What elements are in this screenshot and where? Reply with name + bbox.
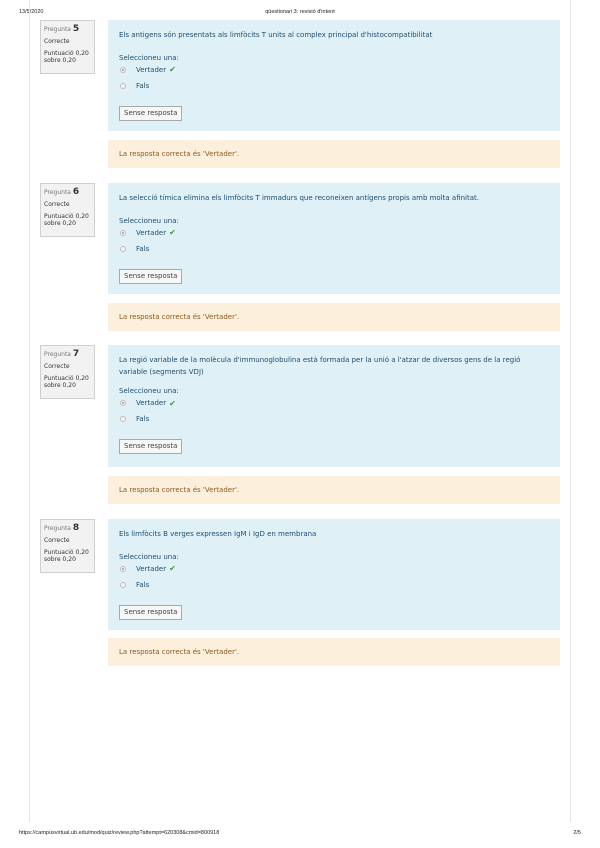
print-page-number: 2/5 xyxy=(573,830,581,836)
check-icon: ✔ xyxy=(169,398,176,408)
radio-button[interactable] xyxy=(120,83,126,89)
question-number: 8 xyxy=(72,523,80,533)
print-date: 13/5/2020 xyxy=(19,9,44,15)
question-number: 6 xyxy=(72,187,80,197)
answer-option-false[interactable] xyxy=(119,577,549,593)
radio-button[interactable] xyxy=(120,67,126,73)
answer-prompt: Seleccioneu una: xyxy=(119,53,179,62)
radio-button[interactable] xyxy=(120,416,126,422)
question-content xyxy=(108,519,560,630)
question-info xyxy=(40,519,95,573)
answer-prompt: Seleccioneu una: xyxy=(119,552,179,561)
answer-option-true[interactable] xyxy=(119,395,549,411)
question-state: Correcte xyxy=(44,537,70,545)
clear-answer-button[interactable]: Sense resposta xyxy=(119,269,182,284)
answer-prompt: Seleccioneu una: xyxy=(119,216,179,225)
answer-label: Fals xyxy=(136,415,150,424)
clear-answer-button[interactable]: Sense resposta xyxy=(119,605,182,620)
radio-button[interactable] xyxy=(120,582,126,588)
answer-option-false[interactable] xyxy=(119,411,549,427)
question-number: 5 xyxy=(72,24,80,34)
question-grade: Puntuació 0,20 sobre 0,20 xyxy=(44,49,89,65)
clear-answer-button[interactable]: Sense resposta xyxy=(119,439,182,454)
answer-label: Vertader xyxy=(136,228,167,237)
radio-button[interactable] xyxy=(120,246,126,252)
answer-option-true[interactable] xyxy=(119,62,549,78)
check-icon: ✔ xyxy=(169,228,176,238)
print-title: qüestionari 3: revisió d'intent xyxy=(265,9,335,15)
question-state: Correcte xyxy=(44,201,70,209)
feedback-box: La resposta correcta és 'Vertader'. xyxy=(108,476,560,504)
question-grade: Puntuació 0,20 sobre 0,20 xyxy=(44,374,89,390)
radio-button[interactable] xyxy=(120,230,126,236)
print-url[interactable]: https://campusvirtual.ub.edu/mod/quiz/review.php?attempt=620308&cmid=800918 xyxy=(19,830,220,836)
answer-label: Fals xyxy=(136,81,150,90)
question-number: 7 xyxy=(72,349,80,359)
radio-button[interactable] xyxy=(120,400,126,406)
question-content xyxy=(108,20,560,131)
answer-label: Vertader xyxy=(136,564,167,573)
check-icon: ✔ xyxy=(169,65,176,75)
clear-answer-button[interactable]: Sense resposta xyxy=(119,106,182,121)
answer-option-true[interactable] xyxy=(119,561,549,577)
answer-label: Fals xyxy=(136,580,150,589)
feedback-box: La resposta correcta és 'Vertader'. xyxy=(108,638,560,666)
feedback-box: La resposta correcta és 'Vertader'. xyxy=(108,303,560,331)
feedback-box: La resposta correcta és 'Vertader'. xyxy=(108,140,560,168)
question-grade: Puntuació 0,20 sobre 0,20 xyxy=(44,548,89,564)
answer-prompt: Seleccioneu una: xyxy=(119,387,179,396)
answer-option-false[interactable] xyxy=(119,241,549,257)
question-content xyxy=(108,183,560,294)
question-grade: Puntuació 0,20 sobre 0,20 xyxy=(44,212,89,228)
check-icon: ✔ xyxy=(169,564,176,574)
question-info xyxy=(40,183,95,237)
question-state: Correcte xyxy=(44,38,70,46)
question-label: Pregunta xyxy=(44,26,71,33)
question-text: La regió variable de la molècula d'immunoglobulina està formada per la unió a l'atzar de diversos gens de la regió variable (segments VDJ) xyxy=(119,356,521,376)
answer-label: Vertader xyxy=(136,65,167,74)
question-info xyxy=(40,20,95,74)
question-text: Els limfòcits B verges expressen IgM i IgD en membrana xyxy=(119,530,317,538)
answer-option-false[interactable] xyxy=(119,78,549,94)
answer-option-true[interactable] xyxy=(119,225,549,241)
question-info xyxy=(40,345,95,399)
question-label: Pregunta xyxy=(44,189,71,196)
radio-button[interactable] xyxy=(120,566,126,572)
question-text: Els antigens són presentats als limfòcits T units al complex principal d'histocompatibilitat xyxy=(119,31,433,39)
question-state: Correcte xyxy=(44,363,70,371)
answer-label: Fals xyxy=(136,244,150,253)
answer-label: Vertader xyxy=(136,399,167,408)
question-label: Pregunta xyxy=(44,525,71,532)
question-text: La selecció tímica elimina els limfòcits T immadurs que reconeixen antígens propis amb molta afinitat. xyxy=(119,194,479,202)
question-content xyxy=(108,345,560,467)
question-label: Pregunta xyxy=(44,351,71,358)
print-footer xyxy=(0,830,600,838)
